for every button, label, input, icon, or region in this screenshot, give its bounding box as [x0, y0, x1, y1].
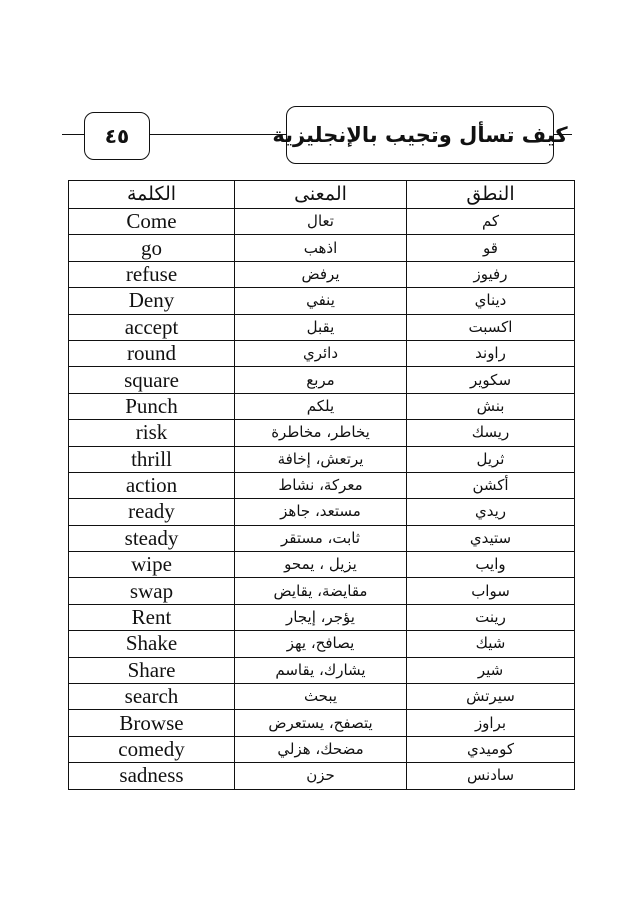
word-cell: comedy	[69, 736, 235, 762]
meaning-cell: مربع	[235, 367, 407, 393]
meaning-cell: يخاطر، مخاطرة	[235, 420, 407, 446]
pronunciation-cell: ريدي	[407, 499, 575, 525]
vocabulary-table	[68, 180, 575, 790]
table-row	[69, 684, 575, 710]
meaning-cell: اذهب	[235, 235, 407, 261]
table-row	[69, 657, 575, 683]
table-row	[69, 261, 575, 287]
pronunciation-cell: سواب	[407, 578, 575, 604]
book-title-box	[272, 106, 568, 164]
book-title: كيف تسأل وتجيب بالإنجليزية	[272, 123, 568, 147]
table-row	[69, 340, 575, 366]
meaning-cell: يؤجر، إيجار	[235, 604, 407, 630]
pronunciation-cell: اكسبت	[407, 314, 575, 340]
pronunciation-cell: أكشن	[407, 472, 575, 498]
word-cell: Share	[69, 657, 235, 683]
table-row	[69, 314, 575, 340]
pronunciation-cell: بنش	[407, 393, 575, 419]
word-cell: sadness	[69, 763, 235, 789]
table-row	[69, 736, 575, 762]
word-cell: risk	[69, 420, 235, 446]
pronunciation-cell: وايب	[407, 552, 575, 578]
table-row	[69, 393, 575, 419]
pronunciation-cell: ديناي	[407, 288, 575, 314]
table-row	[69, 209, 575, 235]
table-row	[69, 604, 575, 630]
pronunciation-cell: براوز	[407, 710, 575, 736]
table-row	[69, 710, 575, 736]
word-cell: Browse	[69, 710, 235, 736]
meaning-cell: يزيل ، يمحو	[235, 552, 407, 578]
meaning-cell: ينفي	[235, 288, 407, 314]
table-row	[69, 763, 575, 789]
pronunciation-cell: كوميدي	[407, 736, 575, 762]
meaning-cell: يشارك، يقاسم	[235, 657, 407, 683]
meaning-cell: ثابت، مستقر	[235, 525, 407, 551]
table-row	[69, 367, 575, 393]
pronunciation-cell: كم	[407, 209, 575, 235]
pronunciation-cell: ستيدي	[407, 525, 575, 551]
meaning-cell: يرفض	[235, 261, 407, 287]
word-cell: Punch	[69, 393, 235, 419]
table-row	[69, 472, 575, 498]
word-cell: go	[69, 235, 235, 261]
word-cell: steady	[69, 525, 235, 551]
table-row	[69, 631, 575, 657]
pronunciation-cell: ريسك	[407, 420, 575, 446]
meaning-cell: يتصفح، يستعرض	[235, 710, 407, 736]
table-body	[69, 209, 575, 790]
word-cell: wipe	[69, 552, 235, 578]
meaning-cell: يرتعش، إخافة	[235, 446, 407, 472]
word-cell: Rent	[69, 604, 235, 630]
word-cell: Come	[69, 209, 235, 235]
table-row	[69, 499, 575, 525]
meaning-cell: مضحك، هزلي	[235, 736, 407, 762]
pronunciation-cell: رينت	[407, 604, 575, 630]
pronunciation-cell: قو	[407, 235, 575, 261]
header-meaning: المعنى	[235, 181, 407, 209]
meaning-cell: يصافح، يهز	[235, 631, 407, 657]
table-header-row	[69, 181, 575, 209]
word-cell: thrill	[69, 446, 235, 472]
pronunciation-cell: سادنس	[407, 763, 575, 789]
table-row	[69, 420, 575, 446]
meaning-cell: دائري	[235, 340, 407, 366]
table-row	[69, 525, 575, 551]
meaning-cell: مستعد، جاهز	[235, 499, 407, 525]
meaning-cell: معركة، نشاط	[235, 472, 407, 498]
table-row	[69, 552, 575, 578]
word-cell: ready	[69, 499, 235, 525]
header-word: الكلمة	[69, 181, 235, 209]
pronunciation-cell: ثريل	[407, 446, 575, 472]
word-cell: round	[69, 340, 235, 366]
page-number-box	[84, 112, 150, 160]
pronunciation-cell: سيرتش	[407, 684, 575, 710]
table-row	[69, 446, 575, 472]
word-cell: swap	[69, 578, 235, 604]
word-cell: action	[69, 472, 235, 498]
meaning-cell: يقبل	[235, 314, 407, 340]
page-number: ٤٥	[104, 124, 130, 148]
pronunciation-cell: شيك	[407, 631, 575, 657]
pronunciation-cell: رفيوز	[407, 261, 575, 287]
meaning-cell: يبحث	[235, 684, 407, 710]
word-cell: accept	[69, 314, 235, 340]
meaning-cell: يلكم	[235, 393, 407, 419]
meaning-cell: حزن	[235, 763, 407, 789]
table-row	[69, 578, 575, 604]
meaning-cell: مقايضة، يقايض	[235, 578, 407, 604]
word-cell: Shake	[69, 631, 235, 657]
word-cell: square	[69, 367, 235, 393]
table-row	[69, 235, 575, 261]
word-cell: search	[69, 684, 235, 710]
word-cell: refuse	[69, 261, 235, 287]
pronunciation-cell: شير	[407, 657, 575, 683]
pronunciation-cell: سكوير	[407, 367, 575, 393]
word-cell: Deny	[69, 288, 235, 314]
pronunciation-cell: راوند	[407, 340, 575, 366]
table-row	[69, 288, 575, 314]
meaning-cell: تعال	[235, 209, 407, 235]
header-pronunciation: النطق	[407, 181, 575, 209]
